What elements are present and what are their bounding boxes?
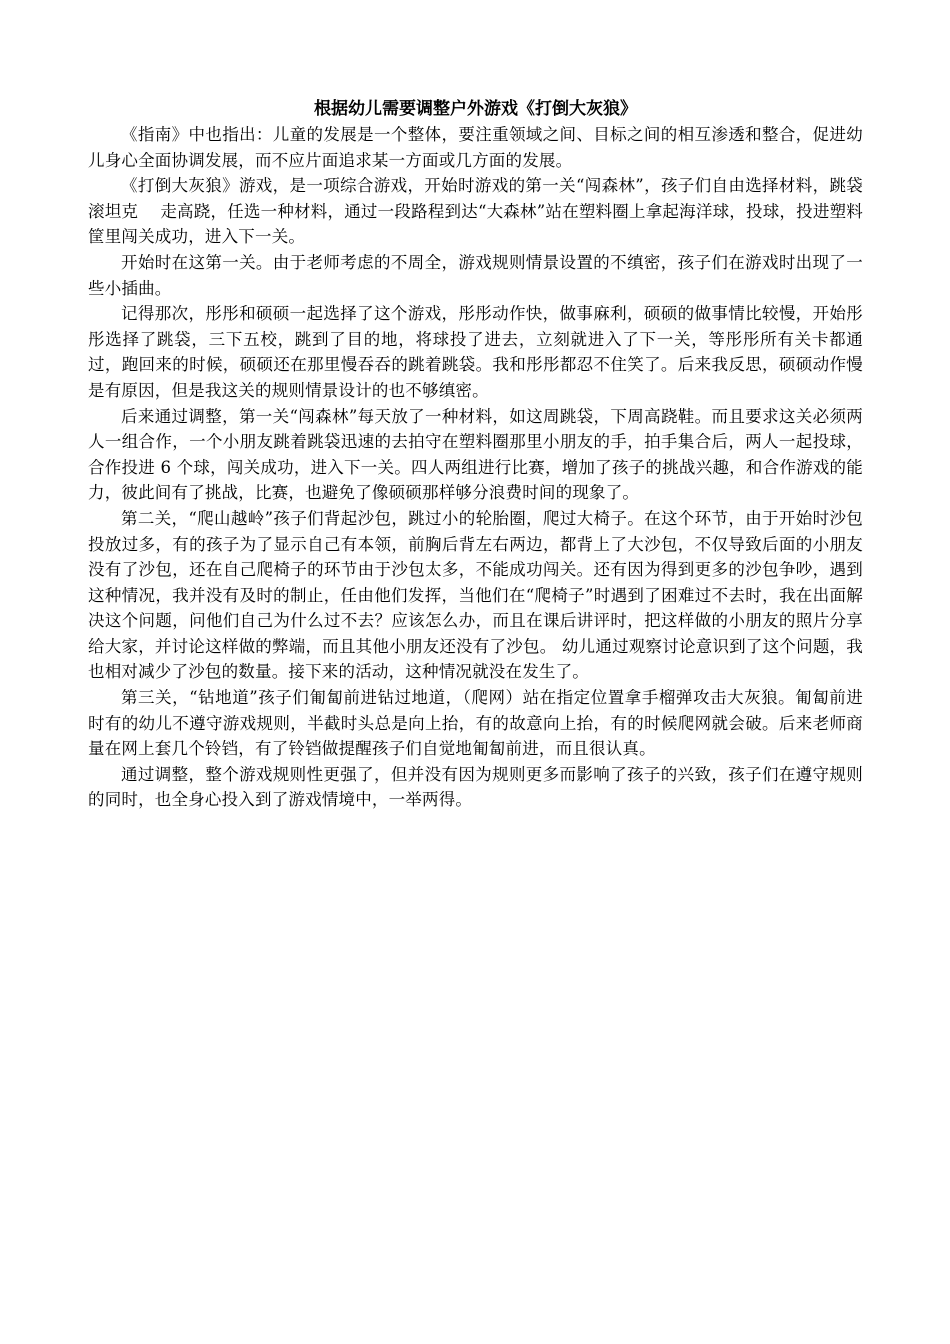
paragraph-game-overview: 《打倒大灰狼》游戏，是一项综合游戏，开始时游戏的第一关“闯森林”，孩子们自由选择材料，跳袋 滚坦克 走高跷，任选一种材料，通过一段路程到达“大森林”站在塑料圈上拿起海洋球，投球，投进塑料筐里闯关成功，进入下一关。 [88, 176, 880, 247]
paragraph-anecdote: 记得那次，彤彤和硕硕一起选择了这个游戏，彤彤动作快，做事麻利，硕硕的做事情比较慢，开始彤彤选择了跳袋，三下五校，跳到了目的地，将球投了进去，立刻就进入了下一关，等彤彤所有关卡都通过，跑回来的时候，硕硕还在那里慢吞吞的跳着跳袋。我和彤彤都忍不住笑了。后来我反思，硕硕动作慢是有原因，但是我这关的规则情景设计的也不够缜密。 [88, 304, 863, 400]
paragraph-first-level-issue: 开始时在这第一关。由于老师考虑的不周全，游戏规则情景设置的不缜密，孩子们在游戏时出现了一些小插曲。 [88, 252, 863, 298]
paragraph-conclusion: 通过调整，整个游戏规则性更强了，但并没有因为规则更多而影响了孩子的兴致，孩子们在遵守规则的同时，也全身心投入到了游戏情境中，一举两得。 [88, 764, 863, 810]
paragraph-second-level: 第二关，“爬山越岭”孩子们背起沙包，跳过小的轮胎圈，爬过大椅子。在这个环节，由于开始时沙包投放过多，有的孩子为了显示自己有本领，前胸后背左右两边，都背上了大沙包，不仅导致后面的小朋友没有了沙包，还在自己爬椅子的环节由于沙包太多，不能成功闯关。还有因为得到更多的沙包争吵，遇到这种情况，我并没有及时的制止，任由他们发挥，当他们在“爬椅子”时遇到了困难过不去时，我在出面解决这个问题，问他们自己为什么过不去？应该怎么办，而且在课后讲评时，把这样做的小朋友的照片分享给大家，并讨论这样做的弊端，而且其他小朋友还没有了沙包。 幼儿通过观察讨论意识到了这个问题，我也相对减少了沙包的数量。接下来的活动，这种情况就没在发生了。 [88, 508, 863, 682]
paragraph-first-level-adjustment: 后来通过调整，第一关“闯森林”每天放了一种材料，如这周跳袋，下周高跷鞋。而且要求这关必须两人一组合作，一个小朋友跳着跳袋迅速的去拍守在塑料圈那里小朋友的手，拍手集合后，两人一起投球，合作投进 6 个球，闯关成功，进入下一关。四人两组进行比赛，增加了孩子的挑战兴趣，和合作游戏的能力，彼此间有了挑战，比赛，也避免了像硕硕那样够分浪费时间的现象了。 [88, 406, 863, 503]
paragraph-third-level: 第三关，“钻地道”孩子们匍匐前进钻过地道，（爬网）站在指定位置拿手榴弹攻击大灰狼。匍匐前进时有的幼儿不遵守游戏规则，半截时头总是向上抬，有的故意向上抬，有的时候爬网就会破。后来老师商量在网上套几个铃铛，有了铃铛做提醒孩子们自觉地匍匐前进，而且很认真。 [88, 688, 863, 759]
document-title: 根据幼儿需要调整户外游戏《打倒大灰狼》 [314, 99, 637, 119]
paragraph-intro: 《指南》中也指出：儿童的发展是一个整体，要注重领域之间、目标之间的相互渗透和整合，促进幼儿身心全面协调发展，而不应片面追求某一方面或几方面的发展。 [88, 125, 863, 170]
document-page [88, 96, 880, 813]
